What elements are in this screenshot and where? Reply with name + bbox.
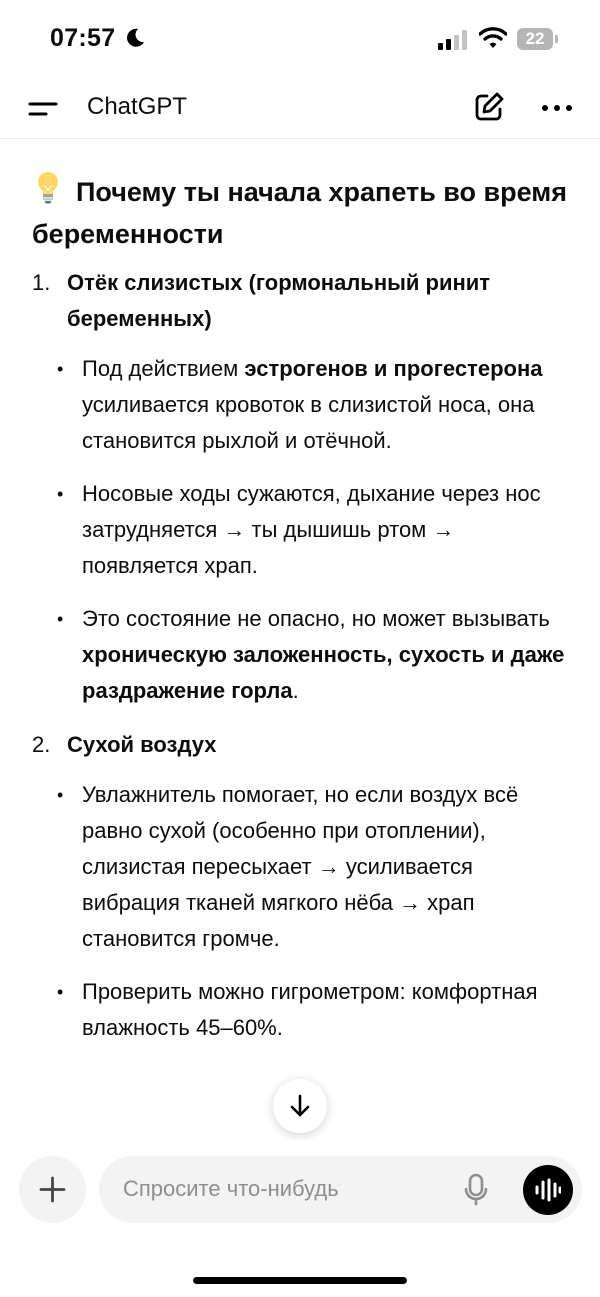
scroll-down-button[interactable] xyxy=(273,1079,327,1133)
voice-mode-button[interactable] xyxy=(523,1165,573,1215)
moon-icon xyxy=(124,27,146,49)
sections-list xyxy=(32,265,572,1046)
bullet-item xyxy=(67,974,572,1046)
home-indicator xyxy=(193,1277,407,1284)
bullet-list xyxy=(67,351,572,709)
signal-icon xyxy=(438,30,470,50)
section-item xyxy=(32,265,572,709)
section-number: 2. xyxy=(32,732,51,757)
assistant-message xyxy=(32,170,572,1064)
status-bar xyxy=(0,0,600,80)
bullet-item xyxy=(67,601,572,709)
arrow-down-icon xyxy=(288,1093,312,1119)
new-chat-icon[interactable] xyxy=(472,90,506,124)
bullet-text: усиливается кровоток в слизистой носа, она становится рыхлой и отёчной. xyxy=(82,392,535,453)
app-title: ChatGPT xyxy=(87,93,188,120)
voice-mode-icon xyxy=(535,1178,561,1202)
attach-button[interactable] xyxy=(19,1156,86,1223)
bullet-item xyxy=(67,351,572,459)
more-icon[interactable] xyxy=(540,98,574,118)
battery-tip xyxy=(555,35,558,43)
section-title: Отёк слизистых (гормональный ринит беременных) xyxy=(67,270,491,331)
wifi-icon xyxy=(479,27,507,49)
bullet-item xyxy=(67,476,572,584)
bullet-text: Увлажнитель помогает, но если воздух всё равно сухой (особенно при отоплении), слизистая пересыхает → усиливается вибрация тканей мягкого нёба → храп становится громче. xyxy=(82,782,519,951)
section-number: 1. xyxy=(32,270,51,295)
battery-icon xyxy=(517,28,553,50)
status-time: 07:57 xyxy=(50,24,116,52)
mic-icon[interactable] xyxy=(463,1173,489,1207)
section-title: Сухой воздух xyxy=(67,732,217,757)
bullet-item xyxy=(67,777,572,957)
top-bar xyxy=(0,80,600,139)
menu-icon[interactable] xyxy=(26,94,62,124)
bullet-text: Носовые ходы сужаются, дыхание через нос затрудняется → ты дышишь ртом → появляется храп. xyxy=(82,481,541,578)
message-input[interactable] xyxy=(99,1156,582,1223)
bullet-list xyxy=(67,777,572,1046)
heading-text: Почему ты начала храпеть во время беременности xyxy=(32,177,568,249)
bullet-bold-text: хроническую заложенность, сухость и даже раздражение горла xyxy=(82,642,565,703)
lightbulb-icon xyxy=(32,170,64,204)
bullet-text: . xyxy=(292,678,299,703)
bullet-text: Проверить можно гигрометром: комфортная влажность 45–60%. xyxy=(82,979,538,1040)
section-item xyxy=(32,727,572,1046)
bullet-text: Это состояние не опасно, но может вызывать xyxy=(82,606,550,631)
message-heading xyxy=(32,170,572,255)
battery-level: 22 xyxy=(525,29,545,48)
plus-icon xyxy=(39,1176,66,1203)
bullet-bold-text: эстрогенов и прогестерона xyxy=(244,356,543,381)
bullet-text: Под действием xyxy=(82,356,245,381)
input-placeholder: Спросите что-нибудь xyxy=(123,1176,339,1201)
